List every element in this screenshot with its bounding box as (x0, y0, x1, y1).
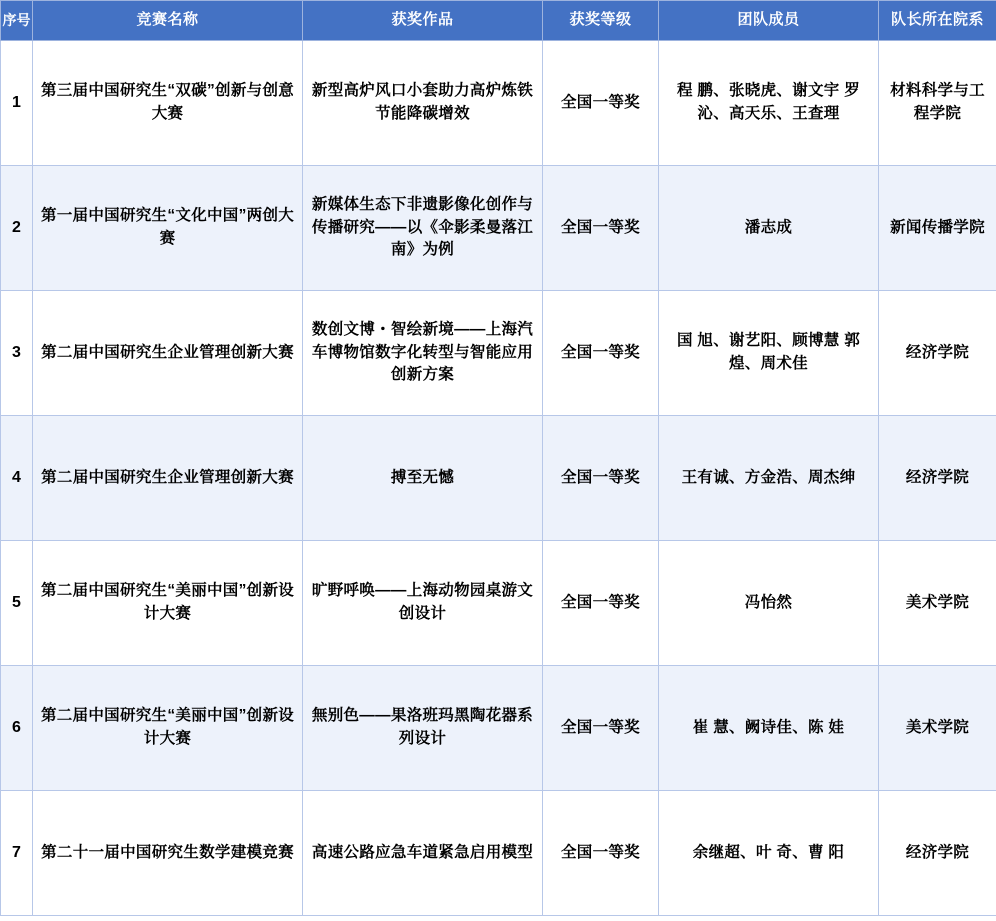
cell-competition: 第一届中国研究生“文化中国”两创大赛 (33, 165, 303, 290)
cell-members: 国 旭、谢艺阳、顾博慧 郭 煌、周术佳 (659, 290, 879, 415)
cell-index: 4 (1, 415, 33, 540)
cell-department: 美术学院 (879, 540, 996, 665)
cell-competition: 第三届中国研究生“双碳”创新与创意大赛 (33, 40, 303, 165)
cell-work: 新媒体生态下非遗影像化创作与传播研究——以《伞影柔曼落江南》为例 (303, 165, 543, 290)
cell-index: 1 (1, 40, 33, 165)
cell-department: 经济学院 (879, 290, 996, 415)
cell-level: 全国一等奖 (543, 540, 659, 665)
cell-work: 搏至无憾 (303, 415, 543, 540)
cell-work: 無别色——果洛班玛黑陶花器系列设计 (303, 665, 543, 790)
table-row (1, 165, 996, 290)
cell-index: 7 (1, 790, 33, 915)
cell-index: 2 (1, 165, 33, 290)
cell-department: 美术学院 (879, 665, 996, 790)
table-row (1, 790, 996, 915)
column-header-work: 获奖作品 (303, 1, 543, 41)
cell-competition: 第二十一届中国研究生数学建模竞赛 (33, 790, 303, 915)
column-header-members: 团队成员 (659, 1, 879, 41)
cell-members: 潘志成 (659, 165, 879, 290)
table-row (1, 290, 996, 415)
cell-department: 新闻传播学院 (879, 165, 996, 290)
cell-level: 全国一等奖 (543, 790, 659, 915)
cell-competition: 第二届中国研究生企业管理创新大赛 (33, 415, 303, 540)
cell-work: 新型高炉风口小套助力高炉炼铁节能降碳增效 (303, 40, 543, 165)
table-row (1, 540, 996, 665)
column-header-index: 序号 (1, 1, 33, 41)
cell-department: 材料科学与工程学院 (879, 40, 996, 165)
table-header (1, 1, 996, 41)
cell-level: 全国一等奖 (543, 40, 659, 165)
cell-level: 全国一等奖 (543, 290, 659, 415)
cell-competition: 第二届中国研究生“美丽中国”创新设计大赛 (33, 540, 303, 665)
cell-members: 余继超、叶 奇、曹 阳 (659, 790, 879, 915)
cell-index: 5 (1, 540, 33, 665)
column-header-level: 获奖等级 (543, 1, 659, 41)
column-header-competition: 竞赛名称 (33, 1, 303, 41)
cell-work: 高速公路应急车道紧急启用模型 (303, 790, 543, 915)
table-row (1, 415, 996, 540)
cell-level: 全国一等奖 (543, 665, 659, 790)
cell-level: 全国一等奖 (543, 165, 659, 290)
cell-index: 6 (1, 665, 33, 790)
column-header-department: 队长所在院系 (879, 1, 996, 41)
cell-competition: 第二届中国研究生企业管理创新大赛 (33, 290, 303, 415)
table-row (1, 665, 996, 790)
cell-members: 王有诚、方金浩、周杰绅 (659, 415, 879, 540)
table-row (1, 40, 996, 165)
cell-work: 数创文博・智绘新境——上海汽车博物馆数字化转型与智能应用创新方案 (303, 290, 543, 415)
cell-competition: 第二届中国研究生“美丽中国”创新设计大赛 (33, 665, 303, 790)
cell-department: 经济学院 (879, 790, 996, 915)
cell-level: 全国一等奖 (543, 415, 659, 540)
cell-members: 崔 慧、阙诗佳、陈 娃 (659, 665, 879, 790)
table-body (1, 40, 996, 915)
table-header-row (1, 1, 996, 41)
cell-members: 程 鹏、张晓虎、谢文宇 罗 沁、高天乐、王查理 (659, 40, 879, 165)
cell-department: 经济学院 (879, 415, 996, 540)
cell-index: 3 (1, 290, 33, 415)
cell-members: 冯怡然 (659, 540, 879, 665)
cell-work: 旷野呼唤——上海动物园桌游文创设计 (303, 540, 543, 665)
